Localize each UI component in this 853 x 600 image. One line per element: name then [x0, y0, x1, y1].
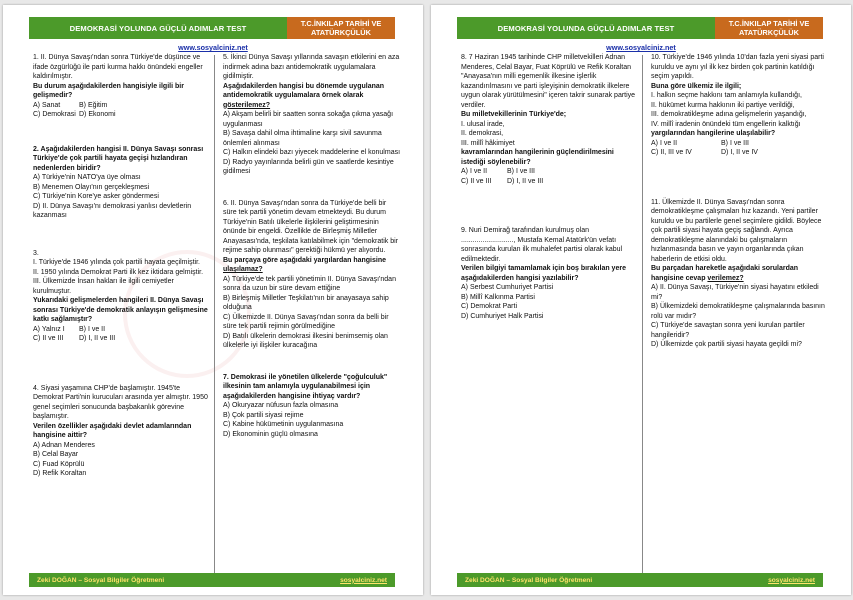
- option-d[interactable]: D) Batılı ülkelerin demokrasi ilkesini benimsemiş olan ülkelerle iyi ilişkiler kuracağına: [223, 332, 388, 349]
- subject-label: T.C.İNKILAP TARİHİ VE ATATÜRKÇÜLÜK: [715, 17, 823, 39]
- footer-author: Zeki DOĞAN – Sosyal Bilgiler Öğretmeni: [465, 576, 593, 584]
- question-stem: 7. Demokrasi ile yönetilen ülkelerde "çoğulculuk" ilkesinin tam anlamıyla uygulanabilmesi için aşağıdakilerden hangisine ihtiyaç vardır?: [223, 373, 388, 400]
- option-b[interactable]: B) I ve II: [79, 325, 106, 333]
- question-ask-2: yargılarından hangilerine ulaşılabilir?: [651, 130, 776, 137]
- option-c[interactable]: C) Türkiye'nin Kore'ye asker göndermesi: [33, 193, 159, 200]
- question-ask-negation: verilemez?: [707, 274, 744, 282]
- question-ask-text: Aşağıdakilerden hangisi bu dönemde uygulanan antidemokratik uygulamalara örnek olarak: [223, 82, 385, 99]
- question-ask: [223, 256, 401, 275]
- question-2: [33, 145, 211, 221]
- option-d[interactable]: D) Ekonomi: [79, 111, 116, 118]
- option-d[interactable]: D) Ekonominin güçlü olmasına: [223, 430, 318, 438]
- statement-iii: III. millî hâkimiyet: [461, 139, 515, 147]
- option-a[interactable]: A) II. Dünya Savaşı, Türkiye'nin siyasi hayatını etkiledi mi?: [651, 284, 819, 301]
- option-c[interactable]: C) Türkiye'de savaştan sonra yeni kurulan partiler hangileridir?: [651, 322, 805, 339]
- option-a[interactable]: A) Sanat: [33, 101, 61, 109]
- option-d[interactable]: D) Cumhuriyet Halk Partisi: [461, 312, 544, 320]
- option-c[interactable]: C) II ve III: [461, 177, 492, 185]
- question-stem: 6. II. Dünya Savaşı'ndan sonra da Türkiye'de belli bir süre tek partili yönetim devam etmekteydi. Bu durum Türkiye'nin Batılı ülkelerle ilişkilerini geliştirmesinin önünde bir engeldi. Özellikle de Birleşmiş Milletler Anayasası'nda, teşkilata katılabilmek için "demokratik bir rejime sahip olunması" gerektiği hükmü yer alıyordu.: [223, 199, 399, 254]
- question-6: [223, 199, 401, 351]
- option-c[interactable]: C) II ve III: [33, 335, 64, 342]
- statement-i: I. halkın seçme hakkını tam anlamıyla kullandığı,: [651, 92, 802, 99]
- question-ask: Verilen özellikler aşağıdaki devlet adamlarından hangisine aittir?: [33, 422, 192, 439]
- footer-author: Zeki DOĞAN – Sosyal Bilgiler Öğretmeni: [37, 576, 165, 584]
- question-4: [33, 384, 211, 479]
- question-ask-text: Bu parçadan hareketle aşağıdaki sorulardan hangisine cevap: [651, 265, 799, 282]
- question-stem: 9. Nuri Demirağ tarafından kurulmuş olan ..........................., Mustafa Kemal Atatürk'ün vefatı sonrasında kurulan ilk muhalefet partisi olarak kabul edilmektedir.: [461, 227, 623, 263]
- statement-ii: II. demokrasi,: [461, 130, 504, 137]
- statement-iii: III. Ülkemizde İnsan hakları ile ilgili cemiyetler kurulmuştur.: [33, 278, 174, 295]
- question-stem: 5. İkinci Dünya Savaşı yıllarında savaşın etkilerini en aza indirmek adına bazı antidemokratik uygulamalara gidilmiştir.: [223, 54, 400, 80]
- question-ask-negation: gösterilemez?: [223, 101, 271, 109]
- option-b[interactable]: B) I ve III: [721, 139, 750, 147]
- option-a[interactable]: A) Serbest Cumhuriyet Partisi: [461, 284, 554, 291]
- question-ask: [223, 82, 401, 111]
- question-3: [33, 249, 211, 344]
- answer-options: [33, 101, 211, 120]
- option-a[interactable]: A) I ve II: [651, 139, 678, 147]
- column-divider: [214, 55, 215, 580]
- question-ask: [651, 264, 829, 283]
- question-ask-1: Buna göre ülkemiz ile ilgili;: [651, 82, 742, 90]
- option-b[interactable]: B) Ülkemizdeki demokratikleşme çalışmalarında basının rolü var mıdır?: [651, 303, 825, 320]
- option-c[interactable]: C) Demokrasi: [33, 111, 76, 118]
- option-b[interactable]: B) I ve III: [507, 168, 536, 175]
- option-d[interactable]: D) I, II ve IV: [721, 149, 758, 156]
- option-d[interactable]: D) Ülkemizde çok partili siyasi hayata geçildi mi?: [651, 341, 802, 348]
- statement-iii: III. demokratikleşme adına gelişmelerin yaşandığı,: [651, 111, 807, 118]
- page-footer: [29, 573, 395, 587]
- left-column: [33, 53, 211, 504]
- statement-i: I. ulusal irade,: [461, 120, 505, 128]
- question-stem: 8. 7 Haziran 1945 tarihinde CHP milletvekilleri Adnan Menderes, Celal Bayar, Fuat Köprülü ve Refik Koraltan "Anayasa'nın milli egemenlik ilkesine işlerlik kazandırılmasını ve parti işleyişinin demokratik ilkelere uygun olarak yürütülmesini" içeren takrir sunarak partiye verdiler.: [461, 54, 636, 109]
- option-c[interactable]: C) Ülkemizde II. Dünya Savaşı'ndan sonra da belli bir süre tek partili rejimin görülmediğine: [223, 313, 389, 330]
- question-ask-text: Bu parçaya göre aşağıdaki yargılardan hangisine: [223, 256, 387, 264]
- question-ask: Bu durum aşağıdakilerden hangisiyle ilgili bir gelişmedir?: [33, 82, 184, 99]
- statement-i: I. Türkiye'de 1946 yılında çok partili hayata geçilmiştir.: [33, 259, 200, 266]
- option-b[interactable]: B) Savaşa dahil olma ihtimaline karşı sivil savunma önlemleri alınması: [223, 130, 382, 147]
- option-d[interactable]: D) I, II ve III: [507, 177, 544, 185]
- option-a[interactable]: A) Türkiye'de tek partili yönetimin II. Dünya Savaşı'ndan sonra da uzun bir süre devam ettiğine: [223, 275, 396, 292]
- question-ask-2: kavramlarından hangilerinin güçlendirilmesini istediği söylenebilir?: [461, 149, 614, 166]
- option-c[interactable]: C) Kabine hükümetinin uygulanmasına: [223, 421, 344, 428]
- option-d[interactable]: D) Radyo yayınlarında belirli gün ve saatlerde kesintiye gidilmesi: [223, 158, 394, 175]
- answer-options: [461, 167, 639, 186]
- option-a[interactable]: A) Yalnız I: [33, 325, 65, 333]
- test-header: [457, 17, 823, 39]
- question-ask: Yukarıdaki gelişmelerden hangileri II. Dünya Savaşı sonrası Türkiye'de demokratik anlayışın gelişmesine katkı sağlamıştır?: [33, 297, 208, 323]
- option-b[interactable]: B) Millî Kalkınma Partisi: [461, 293, 535, 301]
- question-stem: 11. Ülkemizde II. Dünya Savaşı'ndan sonra demokratikleşme çalışmaları hız kazandı. Yeni partiler kuruldu ve bu partilerle genel seçimlere gidildi. Böylece çok partili siyasi hayata geçiş sağlandı. Ayrıca demokratikleşme alanındaki bu çalışmaların hızlanmasında basın ve yayın organlarında çıkan haberlerin de etkisi oldu.: [651, 198, 822, 263]
- question-9: [461, 226, 639, 321]
- option-d[interactable]: D) I, II ve III: [79, 335, 116, 342]
- option-d[interactable]: D) II. Dünya Savaşı'nı demokrasi yanlısı devletlerin kazanması: [33, 202, 192, 219]
- answer-options: [651, 139, 829, 158]
- test-title: DEMOKRASİ YOLUNDA GÜÇLÜ ADIMLAR TEST: [29, 17, 287, 39]
- answer-options: [33, 325, 211, 344]
- test-title: DEMOKRASİ YOLUNDA GÜÇLÜ ADIMLAR TEST: [457, 17, 715, 39]
- option-a[interactable]: A) Okuryazar nüfusun fazla olmasına: [223, 402, 339, 409]
- question-11: [651, 198, 829, 350]
- option-a[interactable]: A) Türkiye'nin NATO'ya üye olması: [33, 174, 141, 181]
- question-5: [223, 53, 401, 177]
- option-a[interactable]: A) Akşam belirli bir saatten sonra sokağa çıkma yasağı uygulanması: [223, 111, 394, 128]
- question-1: [33, 53, 211, 120]
- site-link[interactable]: www.sosyalciniz.net: [606, 43, 676, 52]
- subject-label: T.C.İNKILAP TARİHİ VE ATATÜRKÇÜLÜK: [287, 17, 395, 39]
- option-a[interactable]: A) Adnan Menderes: [33, 441, 95, 449]
- option-b[interactable]: B) Eğitim: [79, 101, 108, 109]
- statement-iv: IV. millî iradenin önündeki tüm engellerin kalktığı: [651, 120, 801, 128]
- footer-site-link[interactable]: sosyalciniz.net: [340, 576, 387, 584]
- question-stem: 1. II. Dünya Savaşı'ndan sonra Türkiye'de düşünce ve ifade özgürlüğü ile parti kurma hakkı önündeki engeller kaldırılmıştır.: [33, 54, 203, 80]
- question-10: [651, 53, 829, 158]
- option-a[interactable]: A) I ve II: [461, 168, 488, 175]
- question-7: [223, 373, 401, 440]
- page-left: [3, 5, 423, 595]
- question-stem: 10. Türkiye'de 1946 yılında 10'dan fazla yeni siyasi parti kuruldu ve aynı yıl ilk kez birden çok partinin katıldığı seçim yapıldı.: [651, 54, 824, 80]
- question-stem: 4. Siyasi yaşamına CHP'de başlamıştır. 1945'te Demokrat Parti'nin kurucuları arasında yer almıştır. 1950 genel seçimleri sonucunda başbakanlık görevine başlamıştır.: [33, 384, 208, 420]
- option-c[interactable]: C) Halkın elindeki bazı yiyecek maddelerine el konulması: [223, 149, 401, 156]
- statement-ii: II. 1950 yılında Demokrat Parti ilk kez iktidara gelmiştir.: [33, 268, 204, 276]
- option-c[interactable]: C) II, III ve IV: [651, 149, 692, 156]
- question-8: [461, 53, 639, 186]
- footer-site-link[interactable]: sosyalciniz.net: [768, 576, 815, 584]
- question-number: 3.: [33, 249, 39, 257]
- option-b[interactable]: B) Celal Bayar: [33, 451, 79, 458]
- right-column: [223, 53, 401, 464]
- option-b[interactable]: B) Menemen Olayı'nın gerçekleşmesi: [33, 183, 150, 191]
- option-c[interactable]: C) Fuad Köprülü: [33, 460, 85, 468]
- option-d[interactable]: D) Refik Koraltan: [33, 470, 87, 477]
- option-b[interactable]: B) Birleşmiş Milletler Teşkilatı'nın bir anayasaya sahip olduğuna: [223, 294, 389, 311]
- column-divider: [642, 55, 643, 580]
- page-right: [431, 5, 851, 595]
- question-ask: Verilen bilgiyi tamamlamak için boş bırakılan yere aşağıdakilerden hangisi yazılabilir?: [461, 265, 626, 282]
- question-ask-negation: ulaşılamaz?: [223, 266, 263, 273]
- site-link[interactable]: www.sosyalciniz.net: [178, 43, 248, 52]
- option-c[interactable]: C) Demokrat Parti: [461, 303, 518, 310]
- statement-ii: II. hükümet kurma hakkının iki partiye verildiği,: [651, 101, 795, 109]
- test-header: [29, 17, 395, 39]
- question-ask-1: Bu milletvekillerinin Türkiye'de;: [461, 111, 567, 118]
- right-column: [651, 53, 829, 375]
- page-footer: [457, 573, 823, 587]
- option-b[interactable]: B) Çok partili siyasi rejime: [223, 411, 304, 419]
- left-column: [461, 53, 639, 346]
- question-stem: 2. Aşağıdakilerden hangisi II. Dünya Savaşı sonrası Türkiye'de çok partili hayata geçişi hızlandıran nedenlerden biridir?: [33, 145, 204, 172]
